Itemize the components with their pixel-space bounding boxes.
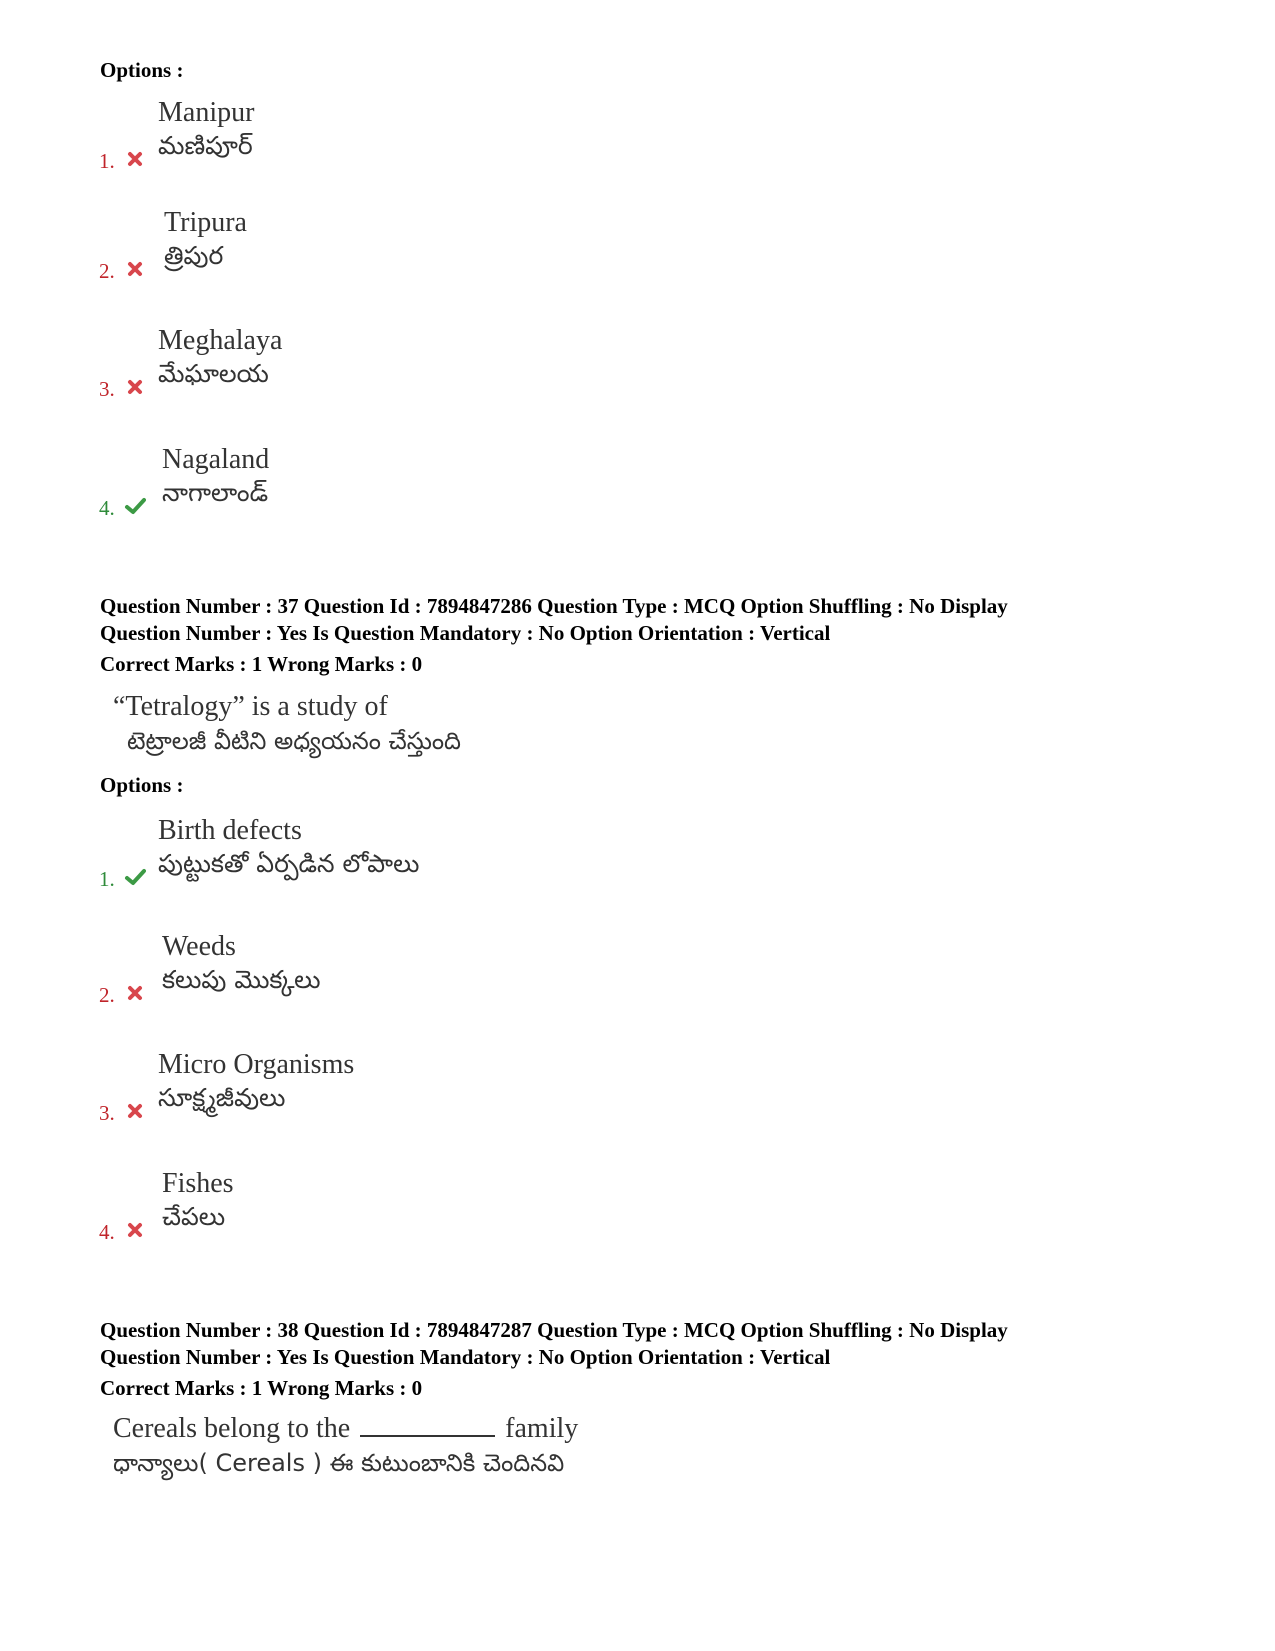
cross-icon xyxy=(124,984,146,1002)
option-3 xyxy=(96,324,796,424)
cross-icon xyxy=(124,1102,146,1120)
option-text-en: Birth defects xyxy=(158,815,302,846)
meta-line: Question Number : Yes Is Question Mandatory : No Option Orientation : Vertical xyxy=(100,621,831,645)
question-text-after-blank: family xyxy=(505,1413,579,1444)
option-text-en: Meghalaya xyxy=(158,325,283,356)
question-text-te: ధాన్యాలు( Cereals ) ఈ కుటుంబానికి చెందినవి xyxy=(113,1449,565,1477)
option-text-te: పుట్టుకతో ఏర్పడిన లోపాలు xyxy=(158,849,420,878)
option-text-en: Micro Organisms xyxy=(158,1049,355,1080)
option-text-te: నాగాలాండ్ xyxy=(162,478,269,507)
option-number: 3. xyxy=(99,1101,115,1125)
option-3 xyxy=(96,1048,796,1148)
meta-line: Question Number : 37 Question Id : 7894847286 Question Type : MCQ Option Shuffling : No Display xyxy=(100,594,1008,618)
option-text-en: Tripura xyxy=(164,207,247,238)
question-38-meta xyxy=(100,1317,1008,1402)
option-number: 1. xyxy=(99,867,115,891)
option-4 xyxy=(96,443,796,543)
option-text-te: త్రిపుర xyxy=(164,241,224,270)
option-text-te: మణిపూర్ xyxy=(158,131,253,160)
question-text-en xyxy=(113,1412,578,1446)
fill-in-blank xyxy=(360,1413,495,1437)
options-label: Options : xyxy=(100,773,184,797)
option-number: 2. xyxy=(99,983,115,1007)
question-text-te: టెట్రాలజీ వీటిని అధ్యయనం చేస్తుంది xyxy=(127,727,461,755)
question-37-text xyxy=(113,690,461,758)
check-icon xyxy=(124,868,146,886)
option-number: 2. xyxy=(99,259,115,283)
meta-line: Question Number : 38 Question Id : 7894847287 Question Type : MCQ Option Shuffling : No Display xyxy=(100,1318,1008,1342)
check-icon xyxy=(124,497,146,515)
question-text-before-blank: Cereals belong to the xyxy=(113,1413,351,1444)
option-text-te: కలుపు మొక్కలు xyxy=(162,965,321,994)
option-2 xyxy=(96,930,796,1030)
option-4 xyxy=(96,1167,796,1267)
option-number: 4. xyxy=(99,496,115,520)
option-text-en: Manipur xyxy=(158,97,255,128)
question-text-en: “Tetralogy” is a study of xyxy=(113,691,388,722)
option-number: 3. xyxy=(99,377,115,401)
option-text-en: Nagaland xyxy=(162,444,270,475)
option-1 xyxy=(96,814,796,914)
option-text-te: సూక్ష్మజీవులు xyxy=(158,1083,286,1112)
cross-icon xyxy=(124,150,146,168)
question-37-meta xyxy=(100,593,1008,678)
marks-line: Correct Marks : 1 Wrong Marks : 0 xyxy=(100,652,423,676)
question-38-text xyxy=(113,1412,578,1480)
options-label: Options : xyxy=(100,58,184,82)
marks-line: Correct Marks : 1 Wrong Marks : 0 xyxy=(100,1376,423,1400)
option-number: 1. xyxy=(99,149,115,173)
option-text-en: Fishes xyxy=(162,1168,234,1199)
option-text-en: Weeds xyxy=(162,931,236,962)
cross-icon xyxy=(124,378,146,396)
option-text-te: మేఘాలయ xyxy=(158,359,269,388)
meta-line: Question Number : Yes Is Question Mandatory : No Option Orientation : Vertical xyxy=(100,1345,831,1369)
option-text-te: చేపలు xyxy=(162,1202,226,1231)
cross-icon xyxy=(124,1221,146,1239)
option-1 xyxy=(96,96,796,196)
option-number: 4. xyxy=(99,1220,115,1244)
option-2 xyxy=(96,206,796,306)
cross-icon xyxy=(124,260,146,278)
